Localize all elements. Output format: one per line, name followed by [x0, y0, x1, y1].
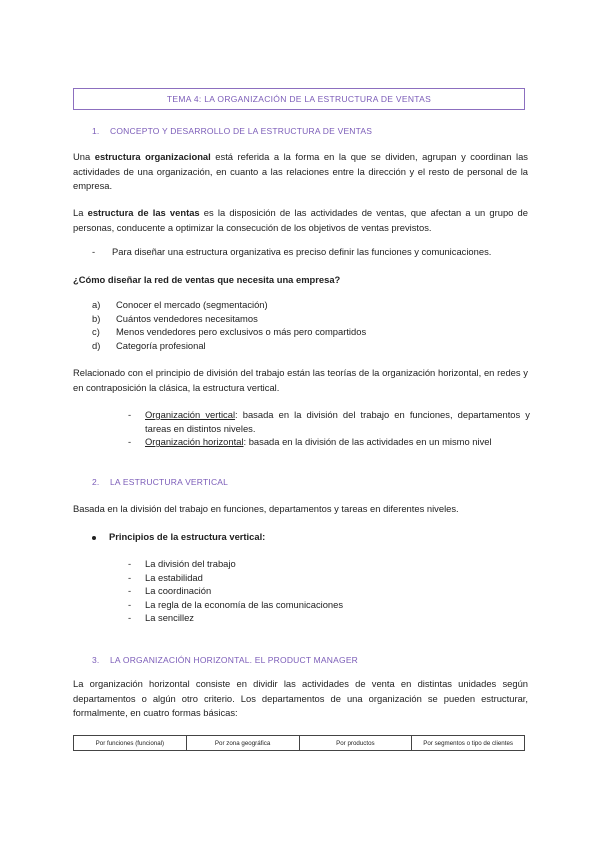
list-item — [128, 557, 530, 571]
section-heading-2 — [92, 477, 228, 487]
bold-term: estructura organizacional — [94, 151, 211, 162]
paragraph-text: La — [73, 207, 88, 218]
section-heading-text: LA ORGANIZACIÓN HORIZONTAL. EL PRODUCT MANAGER — [110, 655, 359, 665]
dash-marker: - — [128, 409, 132, 420]
list-item — [92, 298, 366, 312]
section-number: 1. — [92, 126, 100, 136]
dash-marker: - — [128, 612, 132, 624]
paragraph-text: Basada en la división del trabajo en funciones, departamentos y tareas en diferentes niveles. — [73, 503, 459, 514]
paragraph-text: es la disposición de las actividades de ventas, que afectan a un grupo de personas, conducente a optimizar la consecución de los objetivos de ventas previstos. — [73, 207, 528, 233]
dash-marker: - — [92, 246, 96, 257]
organization-types-list — [128, 408, 530, 449]
page-title-text: TEMA 4: LA ORGANIZACIÓN DE LA ESTRUCTURA DE VENTAS — [166, 94, 432, 104]
list-item — [128, 571, 530, 585]
list-item — [128, 611, 530, 625]
list-label: b) — [92, 312, 101, 324]
question-text: ¿Cómo diseñar la red de ventas que necesita una empresa? — [73, 274, 341, 285]
paragraph-text: está referida a la forma en la que se dividen, agrupan y coordinan las actividades de una organización, en cuanto a las relaciones entre la dirección y el resto de personal de la empresa. — [73, 151, 528, 191]
list-item-text: Conocer el mercado (segmentación) — [116, 299, 268, 310]
list-item — [128, 435, 530, 449]
paragraph — [73, 150, 528, 194]
paragraph-text: Relacionado con el principio de división del trabajo están las teorías de la organización horizontal, en redes y en contraposición la clásica, la estructura vertical. — [73, 367, 528, 393]
paragraph-text: La organización horizontal consiste en dividir las actividades de venta en distintas unidades según departamentos o algún otro criterio. Los departamentos de una organización se pueden estructurar, formalmente, en cuatro formas básicas: — [73, 678, 528, 718]
table-cell: Por funciones (funcional) — [74, 736, 187, 751]
paragraph — [73, 366, 528, 395]
table-cell: Por segmentos o tipo de clientes — [412, 736, 525, 751]
dash-marker: - — [128, 571, 132, 583]
list-item — [128, 598, 530, 612]
paragraph — [73, 677, 528, 721]
underlined-term: Organización horizontal — [145, 436, 244, 448]
list-item-text: Para diseñar una estructura organizativa es preciso definir las funciones y comunicaciones. — [112, 246, 492, 257]
list-item-text: La división del trabajo — [145, 558, 236, 569]
steps-list — [92, 298, 366, 352]
list-item-text: : basada en la división del trabajo en funciones, departamentos y tareas en distintos niveles. — [145, 409, 530, 434]
list-item-text: La estabilidad — [145, 571, 203, 583]
dash-marker: - — [128, 598, 132, 610]
section-number: 3. — [92, 655, 100, 665]
list-item-text: La coordinación — [145, 585, 212, 597]
list-item — [92, 312, 366, 326]
section-heading-3 — [92, 655, 358, 665]
section-heading-text: CONCEPTO Y DESARROLLO DE LA ESTRUCTURA DE VENTAS — [110, 126, 373, 136]
paragraph — [73, 206, 528, 235]
dash-marker: - — [128, 585, 132, 597]
list-item — [128, 584, 530, 598]
dash-list-item — [92, 245, 532, 259]
question-heading — [73, 273, 528, 288]
underlined-term: Organización vertical — [145, 409, 236, 420]
list-item-text: Menos vendedores pero exclusivos o más pero compartidos — [116, 326, 367, 338]
principles-heading-text: Principios de la estructura vertical: — [109, 531, 266, 542]
principles-list — [128, 557, 530, 625]
table-cell: Por productos — [299, 736, 412, 751]
list-label: d) — [92, 339, 101, 351]
list-item-text: : basada en la división de las actividades en un mismo nivel — [243, 436, 492, 448]
paragraph — [73, 502, 528, 517]
list-item-text: Cuántos vendedores necesitamos — [116, 312, 258, 324]
list-item — [92, 339, 366, 353]
dash-marker: - — [128, 436, 132, 448]
list-item-text: Categoría profesional — [116, 339, 206, 351]
page-title — [73, 88, 525, 110]
paragraph-text: Una — [73, 151, 95, 162]
section-heading-1 — [92, 126, 372, 136]
list-label: c) — [92, 326, 100, 338]
bullet-dot — [92, 536, 96, 540]
section-number: 2. — [92, 477, 100, 487]
bold-term: estructura de las ventas — [87, 207, 200, 218]
list-item — [128, 408, 530, 435]
list-item — [92, 325, 366, 339]
list-item-text: La regla de la economía de las comunicaciones — [145, 598, 344, 610]
table-row — [74, 736, 525, 751]
list-label: a) — [92, 299, 101, 310]
table-cell: Por zona geográfica — [186, 736, 299, 751]
list-item-text: La sencillez — [145, 612, 194, 624]
section-heading-text: LA ESTRUCTURA VERTICAL — [110, 477, 229, 487]
dash-marker: - — [128, 558, 132, 569]
structure-forms-table — [73, 735, 525, 751]
